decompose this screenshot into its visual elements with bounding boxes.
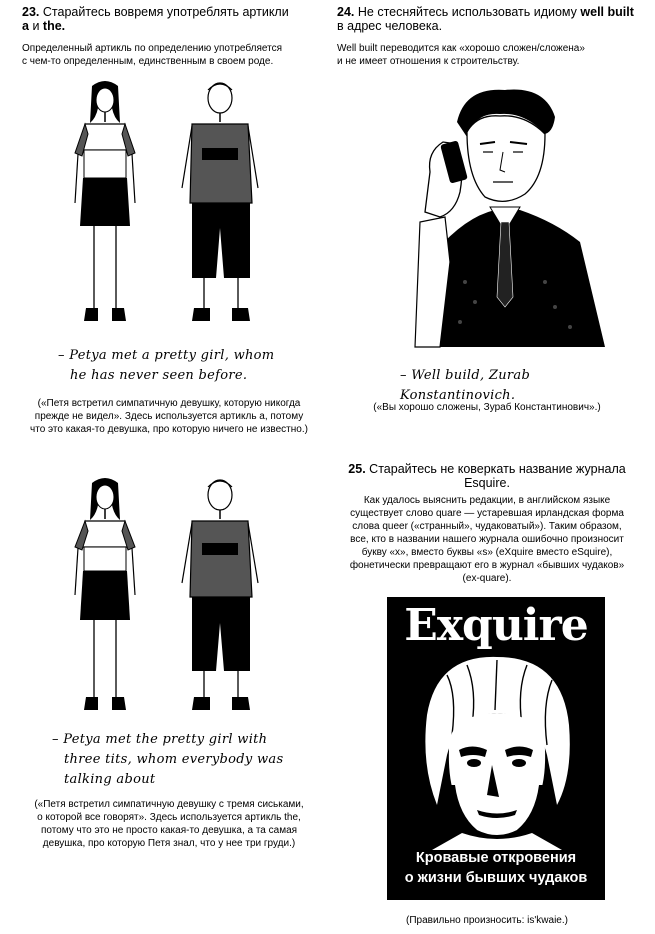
tip23-translation2 xyxy=(10,798,328,850)
tip23-translation1-line2: прежде не видел». Здесь используется артикль a, потому xyxy=(34,411,304,422)
cover-subtitle-line2: о жизни бывших чудаков xyxy=(404,870,588,886)
tip25-body-line1: Как удалось выяснить редакции, в английском языке xyxy=(363,495,611,506)
tip24-translation: («Вы хорошо сложены, Зураб Константинович».) xyxy=(373,402,601,413)
tip25-title-line1: Старайтесь не коверкать название журнала xyxy=(369,462,626,476)
tip25-heading xyxy=(337,462,637,490)
tip25-body-line3: слова queer («странный», чудаковатый»). Таким образом, xyxy=(352,521,622,532)
boy-illustration-2 xyxy=(180,475,260,725)
tip23-caption1-line1: – Petya met a pretty girl, whom xyxy=(58,348,275,363)
tip23-caption2 xyxy=(52,730,322,790)
tip23-caption2-line3: talking about xyxy=(64,772,156,787)
tip23-translation2-line2: о которой все говорят». Здесь используется артикль the, xyxy=(37,812,301,823)
tip23-caption2-line2: three tits, whom everybody was xyxy=(64,752,284,767)
tip23-intro xyxy=(22,42,322,68)
tip25-body xyxy=(335,494,639,585)
cover-portrait xyxy=(387,655,605,850)
boy-illustration-1 xyxy=(180,78,260,333)
tip24-title-part1: Не стесняйтесь использовать идиому xyxy=(357,5,577,19)
tip23-caption1-line2: he has never seen before. xyxy=(70,368,248,383)
tip24-caption: – Well build, Zurab Konstantinovich. xyxy=(400,368,531,403)
tip24-title-part2: в адрес человека. xyxy=(337,19,443,33)
girl-illustration-1 xyxy=(70,78,140,333)
exquire-magazine-cover xyxy=(387,597,605,900)
tip23-translation1-line3: что это какая-то девушка, про которую ничего не известно.) xyxy=(30,424,308,435)
tip23-caption2-line1: – Petya met the pretty girl with xyxy=(52,732,268,747)
tip23-intro-line2: с чем-то определенным, единственным в своем роде. xyxy=(22,56,274,67)
tip23-translation2-line4: девушка, про которую Петя знал, что у нее три груди.) xyxy=(42,838,296,849)
tip25-title-line2: Esquire. xyxy=(464,476,510,490)
tip23-translation1 xyxy=(10,397,328,436)
tip23-title-a: a xyxy=(22,19,29,33)
tip24-number: 24. xyxy=(337,5,355,19)
tip25-pronunciation: (Правильно произносить: is'kwaie.) xyxy=(406,915,568,926)
tip25-body-line5: букву «х», вместо буквы «s» (eXquire вместо eSquire), xyxy=(361,547,613,558)
tip23-number: 23. xyxy=(22,5,40,19)
tip23-title-part1: Старайтесь вовремя употреблять артикли xyxy=(42,5,289,19)
girl-illustration-2 xyxy=(70,475,140,725)
tip23-intro-line1: Определенный артикль по определению употребляется xyxy=(22,43,283,54)
tip23-translation1-line1: («Петя встретил симпатичную девушку, которую никогда xyxy=(37,398,301,409)
tip23-caption1 xyxy=(58,346,318,386)
tip23-translation2-line3: потому что это не просто какая-то девушка, а та самая xyxy=(40,825,298,836)
cover-title: Exquire xyxy=(404,600,588,651)
tip24-title-idiom: well built xyxy=(580,5,634,19)
tip23-title-the: the. xyxy=(42,19,66,33)
tip23-title-and: и xyxy=(32,19,40,33)
tip24-intro-line1: Well built переводится как «хорошо сложен/сложена» xyxy=(337,43,585,54)
tip23-heading xyxy=(22,5,312,33)
tip24-intro xyxy=(337,42,637,68)
cover-subtitle-line1: Кровавые откровения xyxy=(415,850,577,866)
man-on-phone-illustration xyxy=(405,82,620,347)
tip24-intro-line2: и не имеет отношения к строительству. xyxy=(337,56,520,67)
tip24-heading xyxy=(337,5,637,33)
tip25-body-line2: существует слово quare — устаревшая ирландская форма xyxy=(350,508,624,519)
tip25-body-line6: фонетически превращают его в журнал «бывших чудаков» xyxy=(349,560,625,571)
tip23-translation2-line1: («Петя встретил симпатичную девушку с тремя сиськами, xyxy=(34,799,304,810)
tip25-body-line4: все, кто в названии нашего журнала ошибочно произносит xyxy=(350,534,624,545)
tip25-body-line7: (ex-quare). xyxy=(462,573,512,584)
tip25-number: 25. xyxy=(348,462,366,476)
